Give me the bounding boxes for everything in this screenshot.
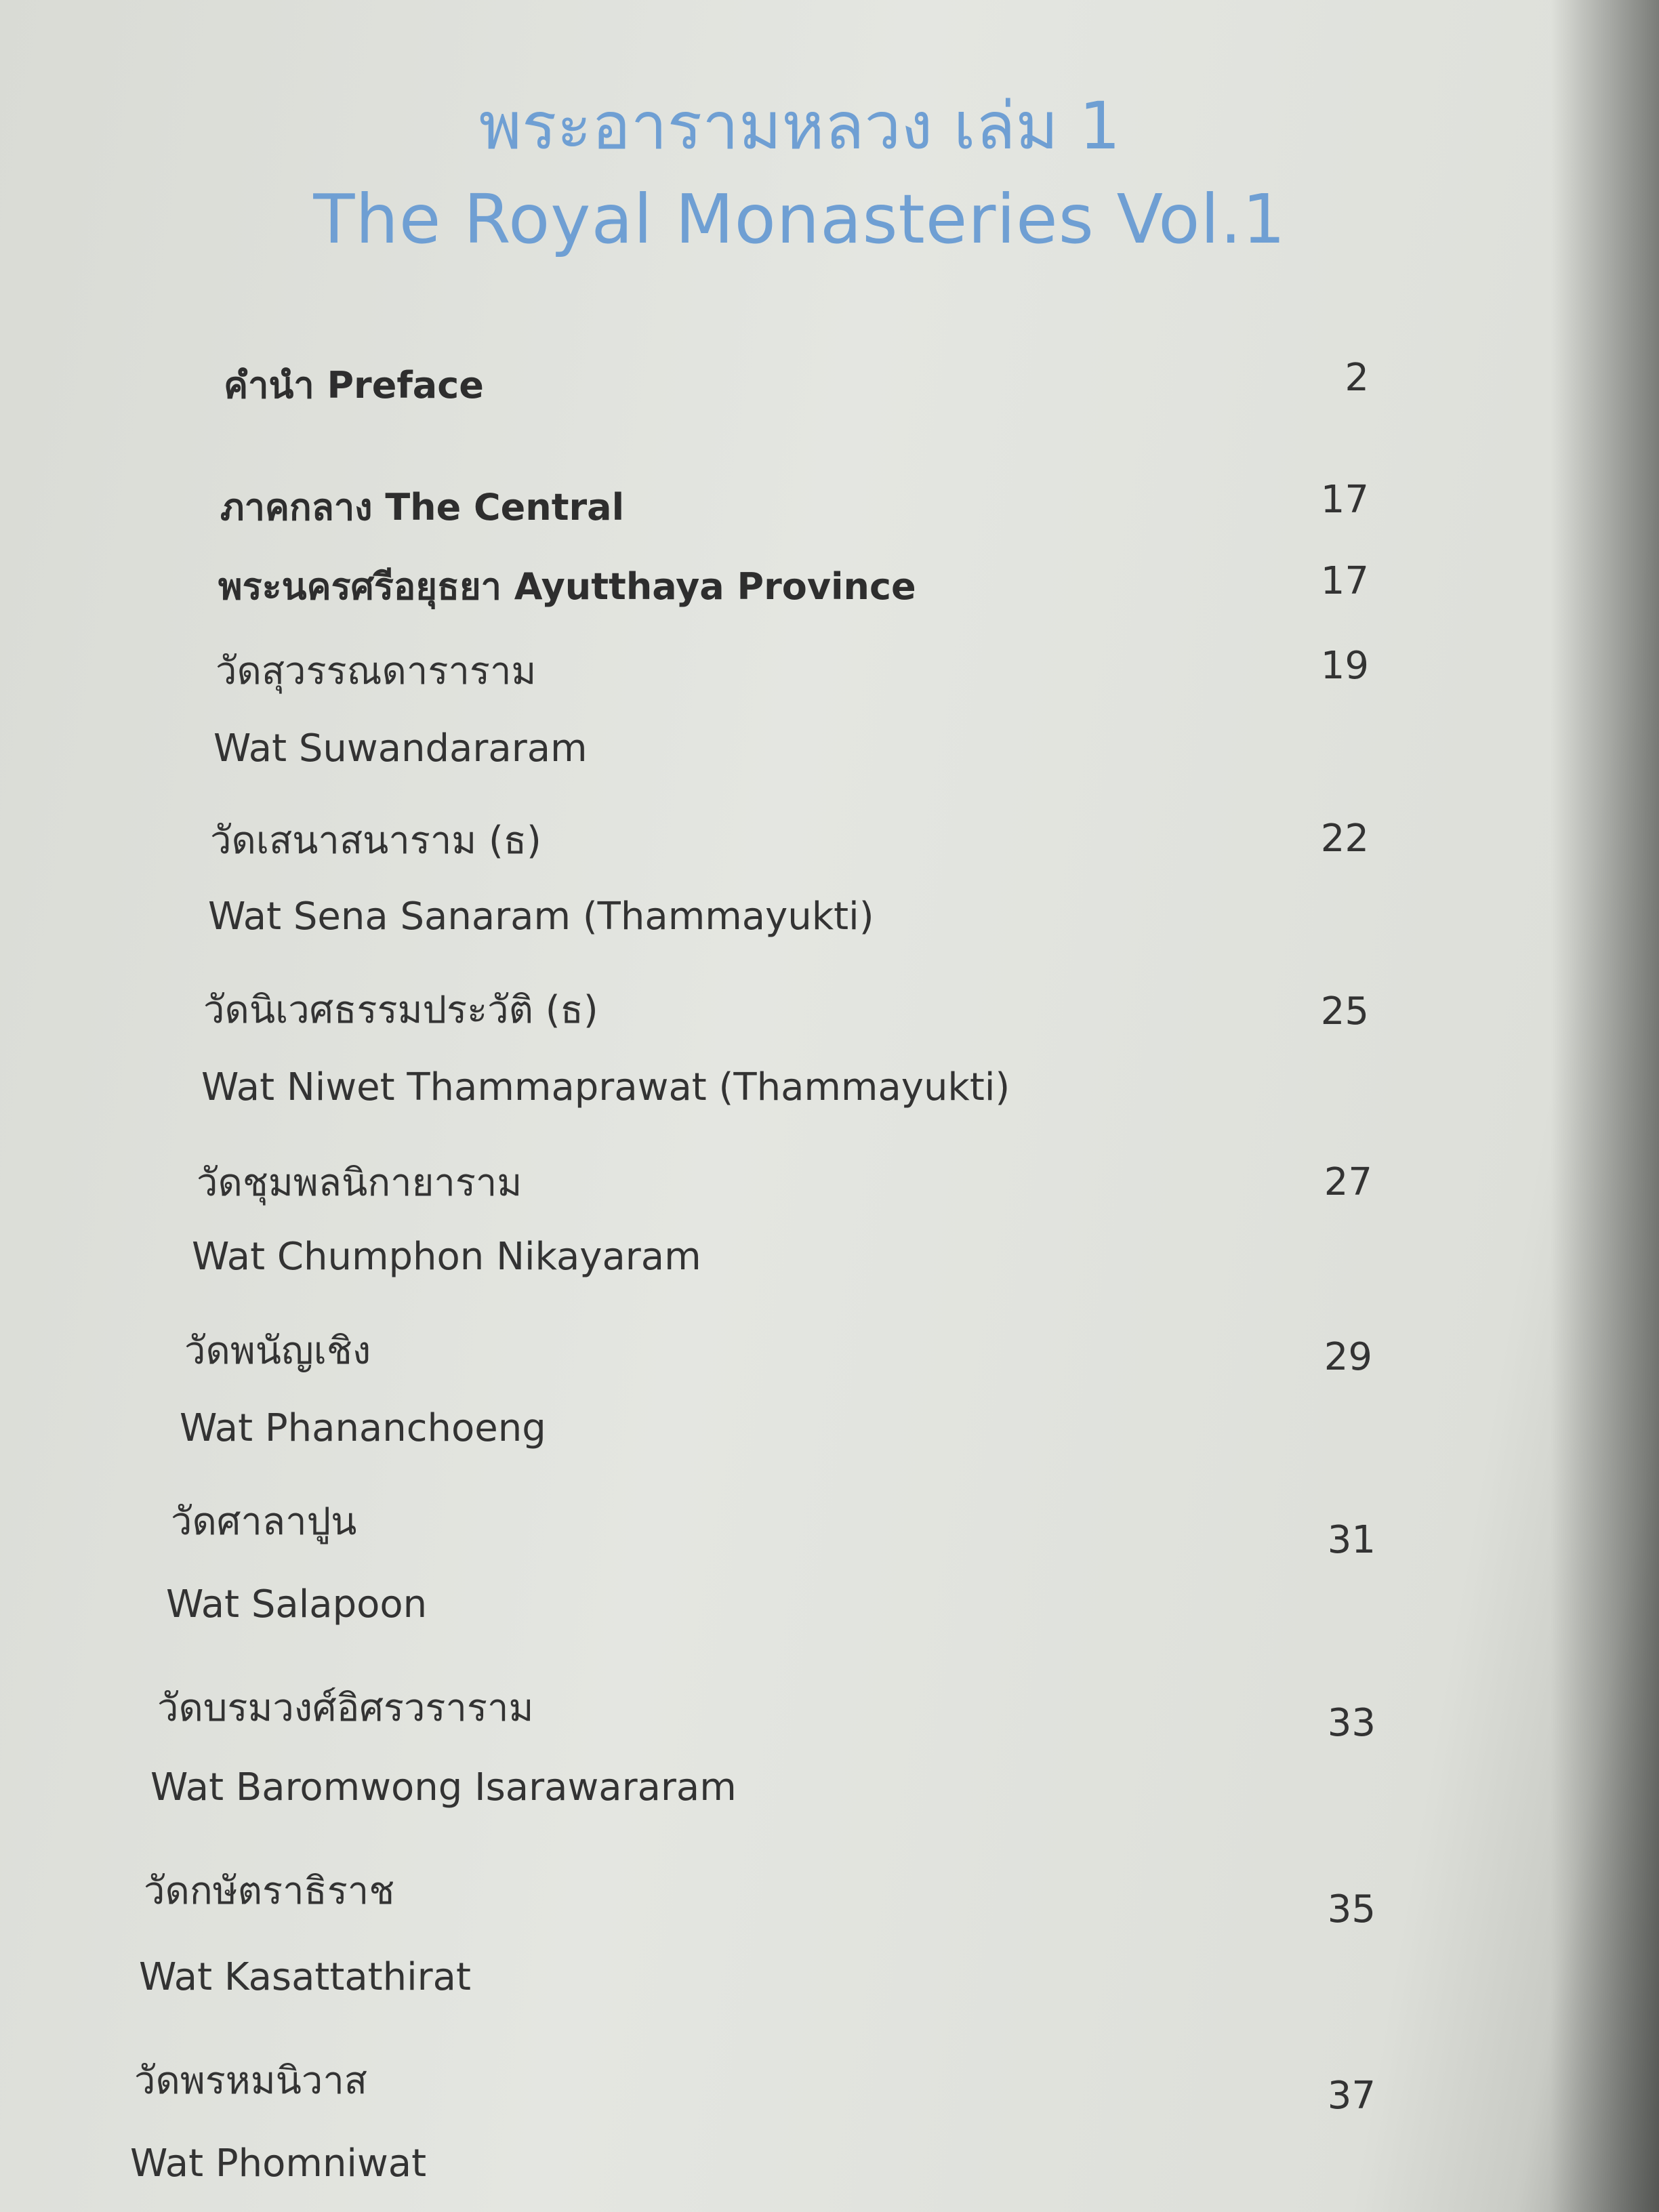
toc-entry-thai: วัดเสนาสนาราม (ธ) [210, 819, 541, 863]
toc-page-number: 25 [1320, 989, 1369, 1033]
toc-entry-english: Wat Phomniwat [130, 2142, 427, 2186]
toc-section-preface: คำนำ Preface [224, 364, 484, 407]
title-thai: พระอารามหลวง เล่ม 1 [478, 88, 1121, 164]
toc-entry-english: Wat Phananchoeng [180, 1406, 546, 1450]
toc-page-number: 37 [1327, 2074, 1376, 2118]
toc-entry-english: Wat Suwandararam [213, 726, 588, 771]
toc-page-number: 19 [1320, 644, 1369, 688]
title-english: The Royal Monasteries Vol.1 [313, 180, 1286, 259]
toc-entry-english: Wat Niwet Thammaprawat (Thammayukti) [201, 1065, 1010, 1109]
toc-page-number: 31 [1327, 1518, 1376, 1562]
toc-entry-thai: วัดสุวรรณดาราราม [216, 649, 537, 693]
toc-entry-thai: วัดพรหมนิวาส [134, 2059, 367, 2103]
toc-page-number: 35 [1327, 1887, 1376, 1931]
toc-section-ayutthaya: พระนครศรีอยุธยา Ayutthaya Province [218, 565, 916, 608]
page-edge-shadow [1551, 0, 1659, 2212]
toc-entry-thai: วัดกษัตราธิราช [144, 1869, 395, 1913]
toc-page-number: 22 [1320, 817, 1369, 861]
toc-page-number: 27 [1324, 1160, 1372, 1204]
toc-page-number: 29 [1324, 1335, 1372, 1379]
toc-entry-thai: วัดพนัญเชิง [184, 1329, 371, 1373]
toc-entry-thai: วัดศาลาปูน [171, 1500, 357, 1544]
toc-page-number: 2 [1345, 356, 1369, 400]
toc-page-number: 17 [1320, 478, 1369, 522]
toc-entry-english: Wat Chumphon Nikayaram [192, 1235, 701, 1279]
toc-section-central: ภาคกลาง The Central [220, 486, 625, 529]
toc-page-number: 17 [1320, 559, 1369, 603]
toc-page-number: 33 [1327, 1701, 1376, 1745]
toc-entry-english: Wat Sena Sanaram (Thammayukti) [208, 895, 874, 939]
toc-entry-thai: วัดนิเวศธรรมประวัติ (ธ) [203, 988, 598, 1032]
toc-entry-english: Wat Kasattathirat [139, 1955, 471, 1999]
toc-entry-english: Wat Salapoon [166, 1582, 428, 1626]
toc-entry-thai: วัดบรมวงศ์อิศรวราราม [157, 1686, 534, 1730]
toc-entry-english: Wat Baromwong Isarawararam [150, 1765, 737, 1809]
toc-entry-thai: วัดชุมพลนิกายาราม [197, 1161, 523, 1205]
